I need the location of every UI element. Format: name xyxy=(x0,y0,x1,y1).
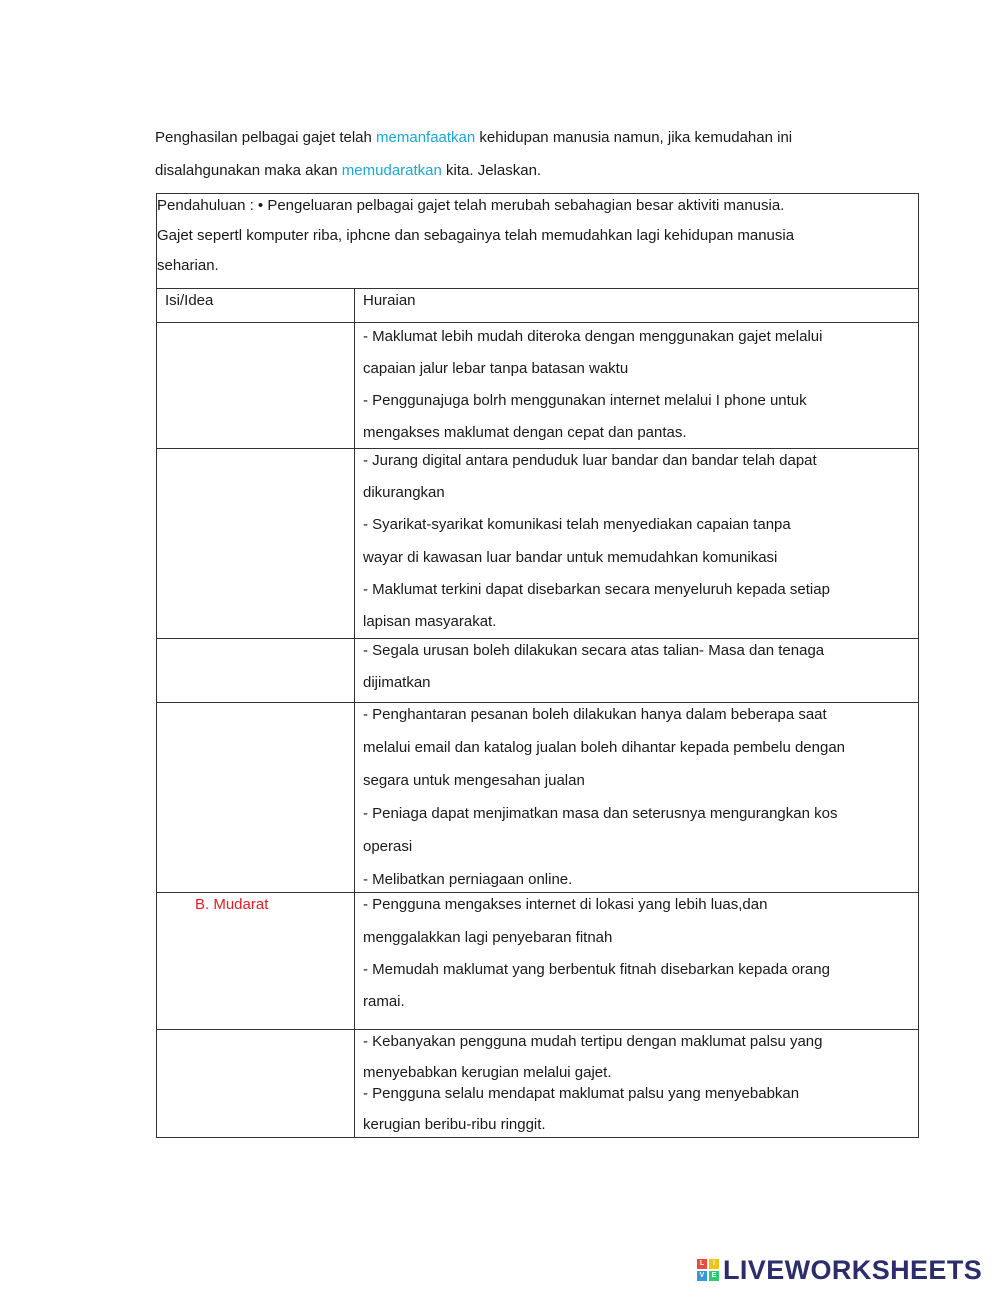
huraian-line: wayar di kawasan luar bandar untuk memudahkan komunikasi xyxy=(363,549,778,566)
table-row xyxy=(157,1030,919,1138)
logo-tile: V xyxy=(697,1271,707,1281)
header-isi-idea: Isi/Idea xyxy=(157,289,355,323)
worksheet-table xyxy=(156,193,919,1138)
huraian-line: kerugian beribu-ribu ringgit. xyxy=(363,1116,546,1133)
huraian-cell xyxy=(355,893,919,1030)
huraian-line: - Kebanyakan pengguna mudah tertipu dengan maklumat palsu yang xyxy=(363,1033,823,1050)
table-row xyxy=(157,893,919,1030)
huraian-line: lapisan masyarakat. xyxy=(363,613,497,630)
idea-cell[interactable] xyxy=(157,639,355,703)
intro-cell xyxy=(157,194,919,289)
mudarat-label: B. Mudarat xyxy=(195,896,269,913)
huraian-line: - Jurang digital antara penduduk luar bandar dan bandar telah dapat xyxy=(363,452,817,469)
huraian-line: - Maklumat lebih mudah diteroka dengan menggunakan gajet melalui xyxy=(363,328,823,345)
table-row xyxy=(157,449,919,639)
huraian-cell xyxy=(355,323,919,449)
huraian-line: melalui email dan katalog jualan boleh dihantar kepada pembelu dengan xyxy=(363,739,846,756)
question-text: disalahgunakan maka akan xyxy=(155,162,342,179)
logo-tile: E xyxy=(709,1271,719,1281)
idea-cell[interactable] xyxy=(157,449,355,639)
huraian-line: operasi xyxy=(363,838,413,855)
logo-tile: I xyxy=(709,1259,719,1269)
huraian-line: - Segala urusan boleh dilakukan secara atas talian- Masa dan tenaga xyxy=(363,642,825,659)
huraian-line: segara untuk mengesahan jualan xyxy=(363,772,585,789)
idea-cell[interactable] xyxy=(157,323,355,449)
huraian-line: - Peniaga dapat menjimatkan masa dan seterusnya mengurangkan kos xyxy=(363,805,838,822)
question-text: Penghasilan pelbagai gajet telah xyxy=(155,129,377,146)
logo-tile: L xyxy=(697,1259,707,1269)
huraian-line: menggalakkan lagi penyebaran fitnah xyxy=(363,929,613,946)
logo-tiles-icon xyxy=(697,1259,719,1281)
idea-cell[interactable] xyxy=(157,703,355,893)
idea-cell[interactable] xyxy=(157,893,355,1030)
question-line-1 xyxy=(155,128,915,148)
table-row xyxy=(157,323,919,449)
huraian-line: capaian jalur lebar tanpa batasan waktu xyxy=(363,360,629,377)
question-text: kita. Jelaskan. xyxy=(441,162,542,179)
huraian-line: ramai. xyxy=(363,993,405,1010)
intro-line: Gajet sepertl komputer riba, iphcne dan sebagainya telah memudahkan lagi kehidupan manusia xyxy=(157,227,795,244)
huraian-cell xyxy=(355,703,919,893)
huraian-line: dijimatkan xyxy=(363,674,431,691)
huraian-line: - Penghantaran pesanan boleh dilakukan hanya dalam beberapa saat xyxy=(363,706,827,723)
idea-cell[interactable] xyxy=(157,1030,355,1138)
huraian-line: - Pengguna selalu mendapat maklumat palsu yang menyebabkan xyxy=(363,1085,800,1102)
huraian-cell xyxy=(355,639,919,703)
question-line-2 xyxy=(155,161,915,181)
table-row xyxy=(157,703,919,893)
huraian-line: - Pengguna mengakses internet di lokasi yang lebih luas,dan xyxy=(363,896,768,913)
highlight-word-memanfaatkan: memanfaatkan xyxy=(376,129,476,146)
huraian-line: - Syarikat-syarikat komunikasi telah menyediakan capaian tanpa xyxy=(363,516,791,533)
logo-text: LIVEWORKSHEETS xyxy=(723,1255,983,1285)
intro-line: seharian. xyxy=(157,257,219,274)
huraian-line: - Penggunajuga bolrh menggunakan internet melalui I phone untuk xyxy=(363,392,807,409)
header-huraian: Huraian xyxy=(355,289,919,323)
highlight-word-memudaratkan: memudaratkan xyxy=(341,162,442,179)
huraian-line: - Melibatkan perniagaan online. xyxy=(363,871,573,888)
huraian-line: dikurangkan xyxy=(363,484,445,501)
huraian-line: mengakses maklumat dengan cepat dan pantas. xyxy=(363,424,687,441)
huraian-cell xyxy=(355,1030,919,1138)
huraian-line: menyebabkan kerugian melalui gajet. xyxy=(363,1064,612,1081)
liveworksheets-logo xyxy=(697,1253,982,1287)
intro-row xyxy=(157,194,919,289)
table-row xyxy=(157,639,919,703)
huraian-line: - Maklumat terkini dapat disebarkan secara menyeluruh kepada setiap xyxy=(363,581,830,598)
question-text: kehidupan manusia namun, jika kemudahan ini xyxy=(475,129,793,146)
huraian-line: - Memudah maklumat yang berbentuk fitnah disebarkan kepada orang xyxy=(363,961,830,978)
intro-line: Pendahuluan : • Pengeluaran pelbagai gajet telah merubah sebahagian besar aktiviti manusia. xyxy=(157,197,785,214)
huraian-cell xyxy=(355,449,919,639)
header-row xyxy=(157,289,919,323)
